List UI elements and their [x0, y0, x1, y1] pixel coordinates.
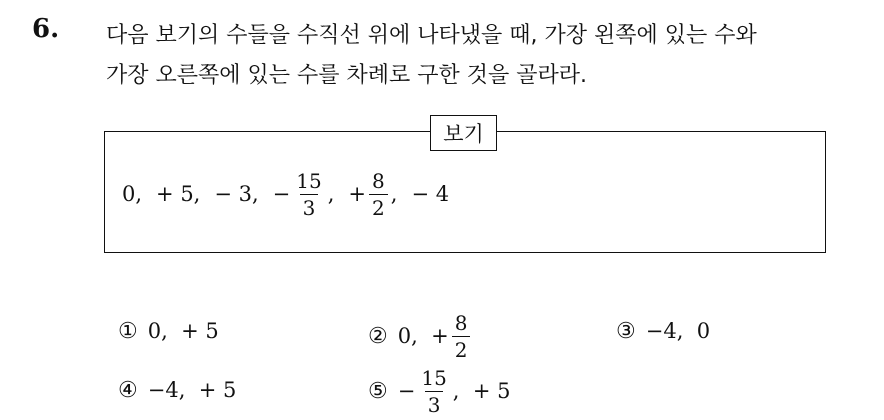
choice-2-marker: ② [368, 323, 388, 349]
choice-4[interactable] [118, 370, 236, 410]
choice-2-fraction [452, 310, 471, 362]
choice-1-marker: ① [118, 318, 138, 344]
choice-4-text: −4, + 5 [147, 378, 237, 402]
choice-5-text: , + 5 [452, 379, 511, 403]
choice-3-marker: ③ [616, 318, 636, 344]
choice-4-marker: ④ [118, 377, 138, 403]
choice-5-fraction [418, 365, 449, 417]
number-zero: 0, [122, 182, 143, 206]
comma: , [327, 182, 335, 206]
choice-3[interactable] [616, 311, 710, 351]
fraction-numerator: 8 [454, 310, 468, 335]
fraction-sign: − [272, 182, 291, 206]
choice-5-sign: − [397, 379, 416, 403]
question-number: 6. [32, 14, 60, 44]
comma: , [390, 182, 398, 206]
fraction-numerator: 8 [372, 168, 385, 193]
fraction-numerator: 15 [296, 168, 322, 193]
fraction-numerator: 15 [421, 365, 447, 390]
fraction-denominator: 3 [300, 194, 319, 218]
fraction-plus-eight-halves [369, 168, 388, 220]
choice-1-text: 0, + 5 [147, 319, 219, 343]
question-text [106, 16, 876, 96]
number-minus-three: − 3, [214, 182, 259, 206]
question-line-2: 가장 오른쪽에 있는 수를 차례로 구한 것을 골라라. [106, 63, 587, 88]
fraction-denominator: 3 [425, 391, 444, 415]
fraction-denominator: 2 [452, 336, 471, 360]
fraction-minus-fifteen-thirds [293, 168, 324, 220]
choice-1[interactable] [118, 311, 219, 351]
example-numbers [122, 160, 449, 228]
fraction-denominator: 2 [369, 194, 388, 218]
fraction-sign: + [348, 182, 367, 206]
choice-3-text: −4, 0 [645, 319, 711, 343]
choice-2-text: 0, + [397, 324, 449, 348]
example-box-title: 보기 [430, 115, 497, 151]
choice-5-marker: ⑤ [368, 378, 388, 404]
question-line-1: 다음 보기의 수들을 수직선 위에 나타냈을 때, 가장 왼쪽에 있는 수와 [106, 23, 757, 48]
number-minus-four: − 4 [411, 182, 450, 206]
choice-5[interactable] [368, 366, 510, 416]
choice-2[interactable] [368, 311, 473, 361]
number-plus-five: + 5, [156, 182, 201, 206]
